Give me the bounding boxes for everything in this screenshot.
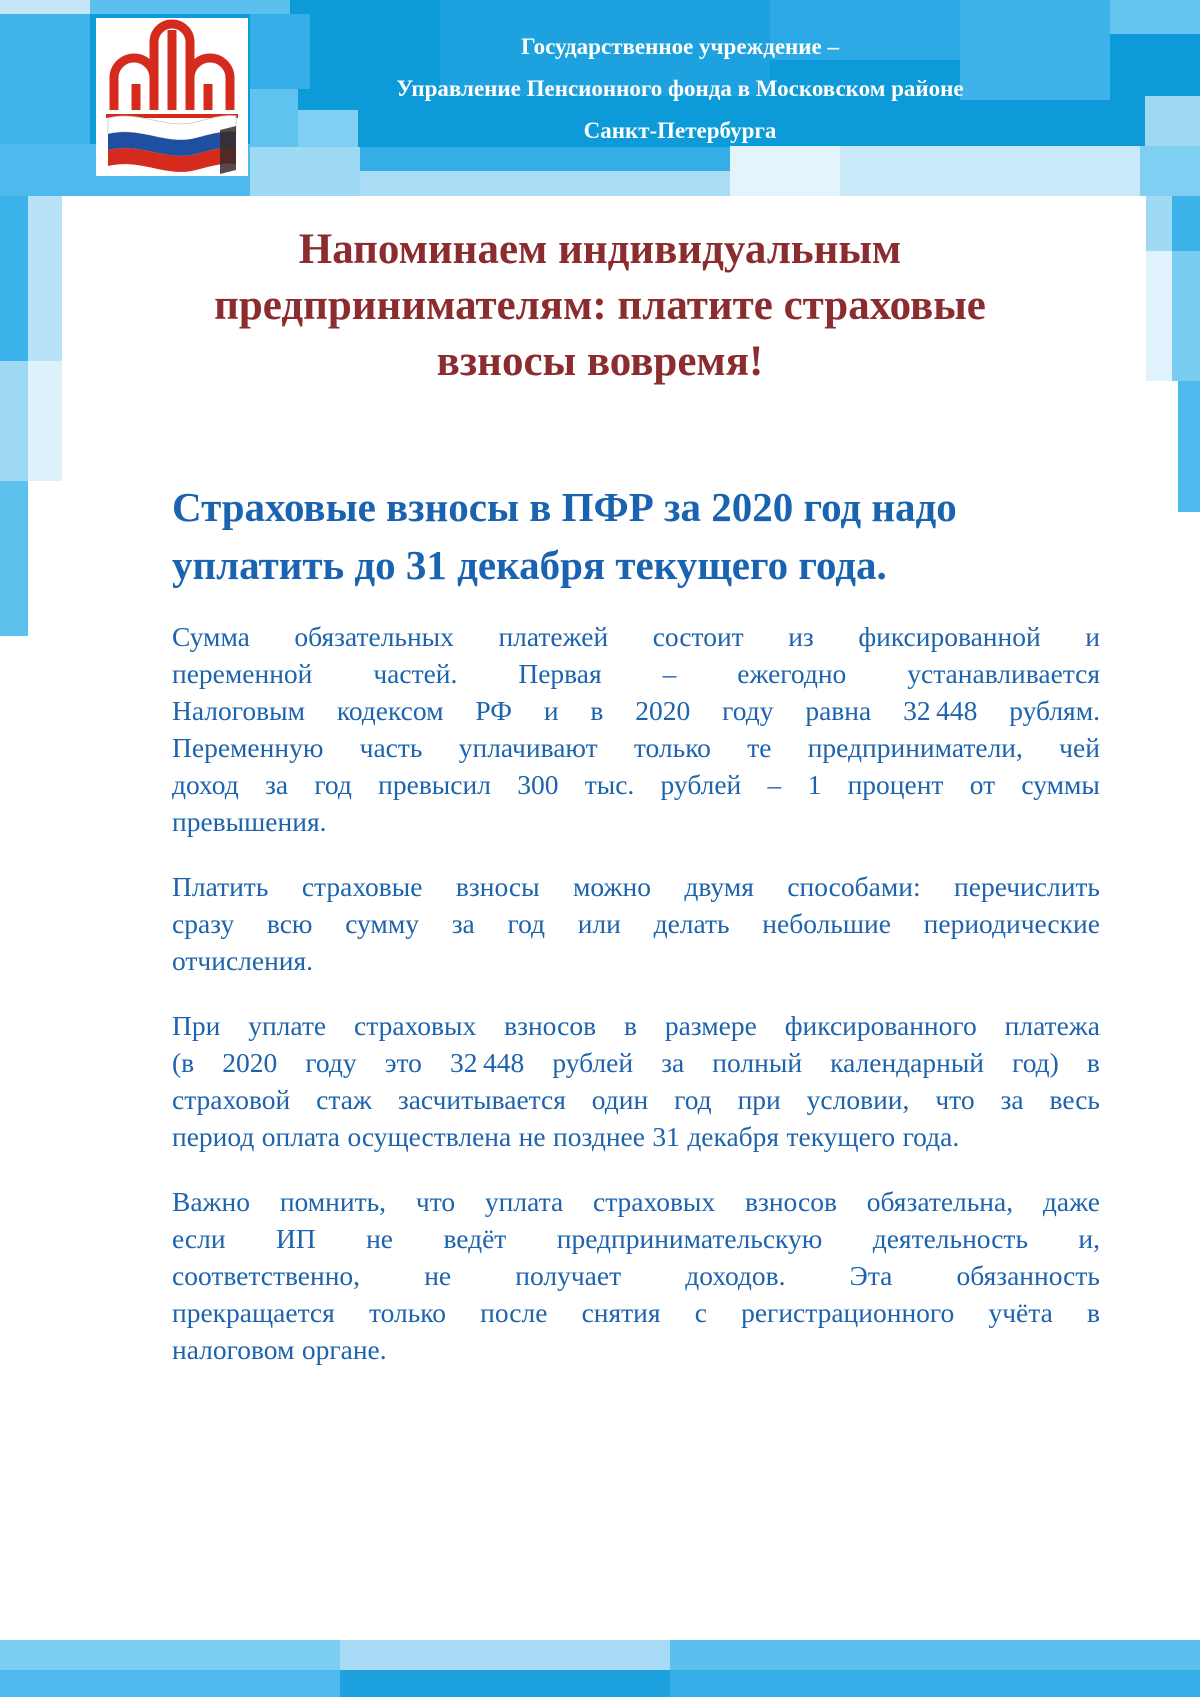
paragraph-line bbox=[172, 1331, 1100, 1368]
org-line: Государственное учреждение – bbox=[520, 34, 840, 59]
footer-band bbox=[340, 1640, 670, 1670]
word: году bbox=[305, 1047, 357, 1078]
word: процент bbox=[847, 769, 944, 800]
footer-band bbox=[670, 1670, 1200, 1697]
word: условии, bbox=[806, 1084, 910, 1115]
word: доход bbox=[172, 769, 239, 800]
word: не bbox=[424, 1260, 452, 1291]
paragraph-line bbox=[172, 803, 1100, 840]
word: 32 448 bbox=[449, 1047, 525, 1078]
organization-name bbox=[300, 26, 1060, 152]
title-line: взносы вовремя! bbox=[436, 338, 764, 385]
word: помнить, bbox=[279, 1186, 387, 1217]
word: ежегодно bbox=[737, 658, 847, 689]
word: фиксированной bbox=[858, 621, 1041, 652]
word: не bbox=[518, 1121, 546, 1152]
word: сразу bbox=[172, 908, 235, 939]
word: Сумма bbox=[172, 621, 250, 652]
side-tile bbox=[0, 481, 28, 636]
subtitle-line: уплатить до 31 декабря текущего года. bbox=[172, 542, 887, 588]
word: взносов bbox=[504, 1010, 597, 1041]
word: делать bbox=[653, 908, 730, 939]
word: с bbox=[694, 1297, 707, 1328]
word: устанавливается bbox=[907, 658, 1100, 689]
word: размере bbox=[664, 1010, 757, 1041]
word: перечислить bbox=[954, 871, 1100, 902]
pfr-logo-graphic bbox=[96, 18, 248, 176]
word: равна bbox=[805, 695, 872, 726]
word: те bbox=[747, 732, 772, 763]
paragraph-line bbox=[172, 1007, 1100, 1044]
side-tile bbox=[0, 196, 28, 361]
word: за bbox=[451, 908, 475, 939]
word: при bbox=[737, 1084, 781, 1115]
word: весь bbox=[1049, 1084, 1100, 1115]
side-tile bbox=[1172, 251, 1200, 381]
word: платежей bbox=[498, 621, 609, 652]
word: тыс. bbox=[584, 769, 635, 800]
word: налоговом bbox=[172, 1334, 295, 1365]
word: обязательна, bbox=[866, 1186, 1014, 1217]
word: обязательных bbox=[294, 621, 454, 652]
paragraph-line bbox=[172, 1257, 1100, 1294]
word: не bbox=[366, 1223, 394, 1254]
title-line: предпринимателям: платите страховые bbox=[214, 282, 986, 329]
side-tile bbox=[1172, 196, 1200, 251]
word: (в bbox=[172, 1047, 195, 1078]
word: чей bbox=[1059, 732, 1100, 763]
word: фиксированного bbox=[784, 1010, 977, 1041]
word: можно bbox=[573, 871, 651, 902]
word: засчитывается bbox=[397, 1084, 566, 1115]
word: год bbox=[674, 1084, 712, 1115]
side-tile bbox=[28, 361, 62, 481]
word: в bbox=[623, 1010, 637, 1041]
body-text bbox=[172, 618, 1100, 1396]
word: год bbox=[507, 908, 546, 939]
word: превышения. bbox=[172, 806, 327, 837]
word: РФ bbox=[475, 695, 512, 726]
paragraph-line bbox=[172, 766, 1100, 803]
word: предприниматели, bbox=[807, 732, 1023, 763]
word: обязанность bbox=[956, 1260, 1100, 1291]
header-tile bbox=[0, 14, 90, 144]
word: в bbox=[590, 695, 604, 726]
word: часть bbox=[359, 732, 423, 763]
word: деятельность bbox=[872, 1223, 1028, 1254]
paragraph bbox=[172, 1183, 1100, 1368]
word: что bbox=[935, 1084, 975, 1115]
word: взносов bbox=[744, 1186, 837, 1217]
header-tile bbox=[1110, 0, 1200, 34]
word: 2020 bbox=[635, 695, 691, 726]
word: или bbox=[577, 908, 621, 939]
word: предпринимательскую bbox=[556, 1223, 823, 1254]
word: органе. bbox=[301, 1334, 387, 1365]
word: оплата bbox=[261, 1121, 341, 1152]
side-tile bbox=[1146, 196, 1172, 251]
word: частей. bbox=[373, 658, 458, 689]
word: платежа bbox=[1004, 1010, 1100, 1041]
word: если bbox=[172, 1223, 226, 1254]
word: из bbox=[788, 621, 814, 652]
paragraph-line bbox=[172, 1118, 1100, 1155]
word: и, bbox=[1078, 1223, 1100, 1254]
word: один bbox=[591, 1084, 649, 1115]
pfr-logo-icon bbox=[96, 18, 248, 176]
word: взносы bbox=[455, 871, 540, 902]
word: рублям. bbox=[1009, 695, 1100, 726]
word: 1 bbox=[807, 769, 822, 800]
word: кодексом bbox=[336, 695, 444, 726]
footer-band bbox=[0, 1640, 340, 1670]
paragraph-line bbox=[172, 1294, 1100, 1331]
word: год) bbox=[1012, 1047, 1059, 1078]
paragraph-line bbox=[172, 1220, 1100, 1257]
paragraph-line bbox=[172, 1183, 1100, 1220]
header-tile bbox=[1145, 96, 1200, 146]
paragraph-line bbox=[172, 942, 1100, 979]
word: Первая bbox=[518, 658, 602, 689]
word: состоит bbox=[652, 621, 744, 652]
header-tile bbox=[840, 146, 1140, 196]
paragraph-line bbox=[172, 618, 1100, 655]
word: учёта bbox=[988, 1297, 1053, 1328]
word: и bbox=[543, 695, 559, 726]
word: 32 448 bbox=[903, 695, 978, 726]
word: что bbox=[415, 1186, 456, 1217]
paragraph-line bbox=[172, 1044, 1100, 1081]
word: При bbox=[172, 1010, 221, 1041]
word: Эта bbox=[849, 1260, 893, 1291]
word: года. bbox=[902, 1121, 960, 1152]
word: 31 bbox=[652, 1121, 680, 1152]
word: прекращается bbox=[172, 1297, 335, 1328]
word: способами: bbox=[787, 871, 921, 902]
word: всю bbox=[266, 908, 313, 939]
word: период bbox=[172, 1121, 255, 1152]
word: Платить bbox=[172, 871, 269, 902]
paragraph-line bbox=[172, 729, 1100, 766]
paragraph bbox=[172, 868, 1100, 979]
word: – bbox=[662, 658, 677, 689]
word: страховых bbox=[592, 1186, 716, 1217]
word: и bbox=[1085, 621, 1100, 652]
word: двумя bbox=[684, 871, 754, 902]
header-tile bbox=[90, 0, 290, 14]
paragraph bbox=[172, 618, 1100, 840]
header-tile bbox=[250, 147, 360, 196]
word: от bbox=[969, 769, 996, 800]
subtitle-heading bbox=[172, 478, 1100, 594]
word: небольшие bbox=[762, 908, 891, 939]
subtitle-line: Страховые взносы в ПФР за 2020 год надо bbox=[172, 484, 957, 530]
word: – bbox=[767, 769, 782, 800]
header-tile bbox=[0, 0, 90, 14]
word: превысил bbox=[378, 769, 491, 800]
word: страховые bbox=[301, 871, 423, 902]
paragraph-line bbox=[172, 868, 1100, 905]
word: осуществлена bbox=[347, 1121, 512, 1152]
header-tile bbox=[730, 146, 840, 196]
paragraph-line bbox=[172, 655, 1100, 692]
org-line: Санкт-Петербурга bbox=[583, 118, 777, 143]
word: периодические bbox=[923, 908, 1100, 939]
paragraph-line bbox=[172, 1081, 1100, 1118]
footer-band bbox=[670, 1640, 1200, 1670]
word: за bbox=[264, 769, 289, 800]
word: стаж bbox=[316, 1084, 372, 1115]
word: после bbox=[480, 1297, 548, 1328]
word: рублей bbox=[660, 769, 742, 800]
word: даже bbox=[1042, 1186, 1100, 1217]
footer-band bbox=[340, 1670, 670, 1697]
word: снятия bbox=[581, 1297, 661, 1328]
word: году bbox=[722, 695, 774, 726]
word: страховой bbox=[172, 1084, 291, 1115]
word: только bbox=[633, 732, 711, 763]
side-tile bbox=[1178, 381, 1200, 512]
word: уплачивают bbox=[458, 732, 598, 763]
word: в bbox=[1086, 1297, 1100, 1328]
paragraph-line bbox=[172, 692, 1100, 729]
word: в bbox=[1086, 1047, 1100, 1078]
word: сумму bbox=[345, 908, 419, 939]
word: 2020 bbox=[222, 1047, 278, 1078]
paragraph bbox=[172, 1007, 1100, 1155]
page-title bbox=[150, 222, 1050, 390]
word: уплате bbox=[248, 1010, 327, 1041]
word: текущего bbox=[786, 1121, 896, 1152]
side-tile bbox=[1146, 251, 1172, 381]
header-tile bbox=[1140, 146, 1200, 196]
footer-band bbox=[0, 1670, 340, 1697]
word: суммы bbox=[1021, 769, 1100, 800]
word: регистрационного bbox=[741, 1297, 955, 1328]
word: декабря bbox=[687, 1121, 780, 1152]
word: получает bbox=[515, 1260, 622, 1291]
paragraph-line bbox=[172, 905, 1100, 942]
org-line: Управление Пенсионного фонда в Московском районе bbox=[396, 76, 964, 101]
word: страховых bbox=[354, 1010, 477, 1041]
word: календарный bbox=[830, 1047, 985, 1078]
header-tile bbox=[250, 89, 298, 147]
word: за bbox=[661, 1047, 685, 1078]
word: соответственно, bbox=[172, 1260, 361, 1291]
header-tile bbox=[360, 171, 730, 196]
word: 300 bbox=[517, 769, 559, 800]
word: уплата bbox=[484, 1186, 564, 1217]
word: ведёт bbox=[443, 1223, 507, 1254]
title-line: Напоминаем индивидуальным bbox=[298, 226, 902, 273]
word: переменной bbox=[172, 658, 313, 689]
word: Переменную bbox=[172, 732, 324, 763]
word: только bbox=[368, 1297, 446, 1328]
word: это bbox=[384, 1047, 422, 1078]
word: доходов. bbox=[685, 1260, 786, 1291]
word: Важно bbox=[172, 1186, 251, 1217]
word: за bbox=[1000, 1084, 1024, 1115]
side-tile bbox=[28, 196, 62, 361]
word: полный bbox=[712, 1047, 803, 1078]
side-tile bbox=[0, 361, 28, 481]
word: отчисления. bbox=[172, 945, 314, 976]
word: ИП bbox=[275, 1223, 316, 1254]
word: Налоговым bbox=[172, 695, 305, 726]
word: позднее bbox=[553, 1121, 645, 1152]
word: рублей bbox=[552, 1047, 634, 1078]
word: год bbox=[314, 769, 352, 800]
